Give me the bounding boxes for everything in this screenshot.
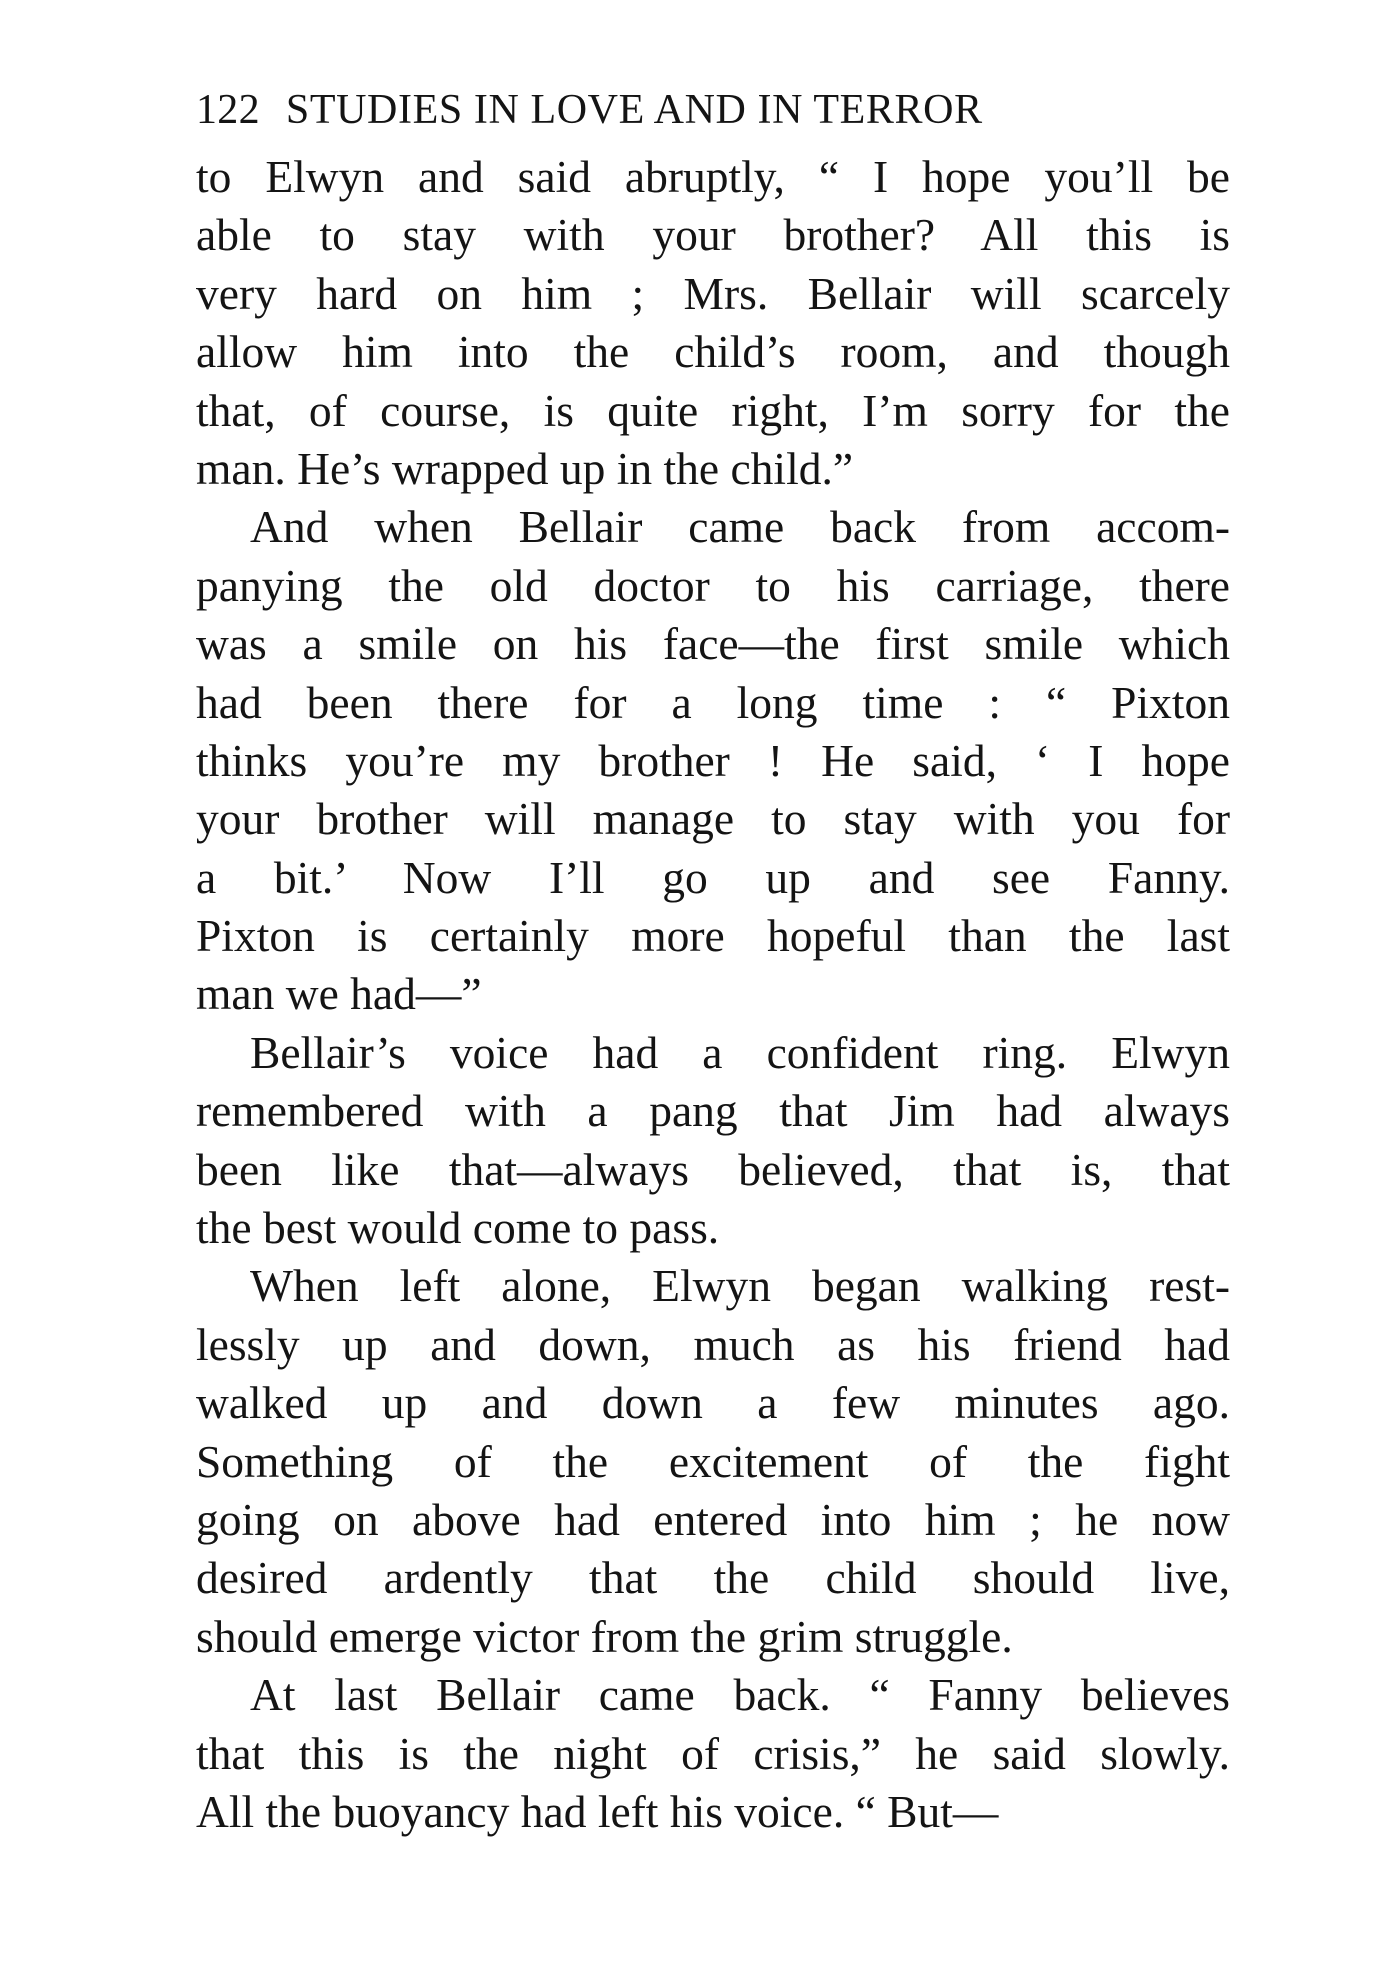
text-line: should emerge victor from the grim struggle. (196, 1610, 1013, 1662)
text-line: to Elwyn and said abruptly, “ I hope you’ll be (196, 151, 1230, 202)
running-head (196, 86, 1230, 146)
text-line: going on above had entered into him ; he now (196, 1493, 1230, 1545)
paragraph (196, 1666, 1230, 1841)
text-line: remembered with a pang that Jim had always (196, 1085, 1230, 1137)
text-line: Something of the excitement of the fight (196, 1435, 1230, 1487)
paragraph (196, 148, 1230, 498)
text-line: walked up and down a few minutes ago. (196, 1377, 1230, 1429)
book-page (196, 86, 1230, 1841)
page-number: 122 (196, 87, 260, 133)
text-line: All the buoyancy had left his voice. “ But— (196, 1785, 999, 1837)
paragraph (196, 1024, 1230, 1258)
paragraph (196, 498, 1230, 1024)
text-line: a bit.’ Now I’ll go up and see Fanny. (196, 851, 1230, 903)
text-line: allow him into the child’s room, and though (196, 326, 1230, 378)
body-text (196, 148, 1230, 1841)
text-line: Pixton is certainly more hopeful than the last (196, 910, 1230, 962)
text-line: your brother will manage to stay with you for (196, 793, 1230, 845)
text-line: When left alone, Elwyn began walking rest- (250, 1260, 1230, 1312)
text-line: was a smile on his face—the first smile which (196, 618, 1230, 670)
text-line: lessly up and down, much as his friend had (196, 1318, 1230, 1370)
text-line: very hard on him ; Mrs. Bellair will scarcely (196, 267, 1230, 319)
text-line: able to stay with your brother? All this is (196, 209, 1230, 261)
running-title: STUDIES IN LOVE AND IN TERROR (285, 87, 983, 133)
text-line: panying the old doctor to his carriage, there (196, 559, 1230, 611)
text-line: Bellair’s voice had a confident ring. Elwyn (250, 1026, 1230, 1078)
text-line: man. He’s wrapped up in the child.” (196, 442, 854, 494)
text-line: desired ardently that the child should live, (196, 1552, 1230, 1604)
text-line: At last Bellair came back. “ Fanny believes (250, 1669, 1230, 1721)
paragraph (196, 1257, 1230, 1666)
text-line: that, of course, is quite right, I’m sorry for the (196, 384, 1230, 436)
text-line: man we had—” (196, 968, 482, 1020)
text-line: the best would come to pass. (196, 1202, 720, 1254)
text-line: thinks you’re my brother ! He said, ‘ I hope (196, 734, 1230, 786)
text-line: had been there for a long time : “ Pixton (196, 676, 1230, 728)
text-line: been like that—always believed, that is, that (196, 1143, 1230, 1195)
text-line: And when Bellair came back from accom- (250, 501, 1230, 553)
text-line: that this is the night of crisis,” he said slowly. (196, 1727, 1230, 1779)
